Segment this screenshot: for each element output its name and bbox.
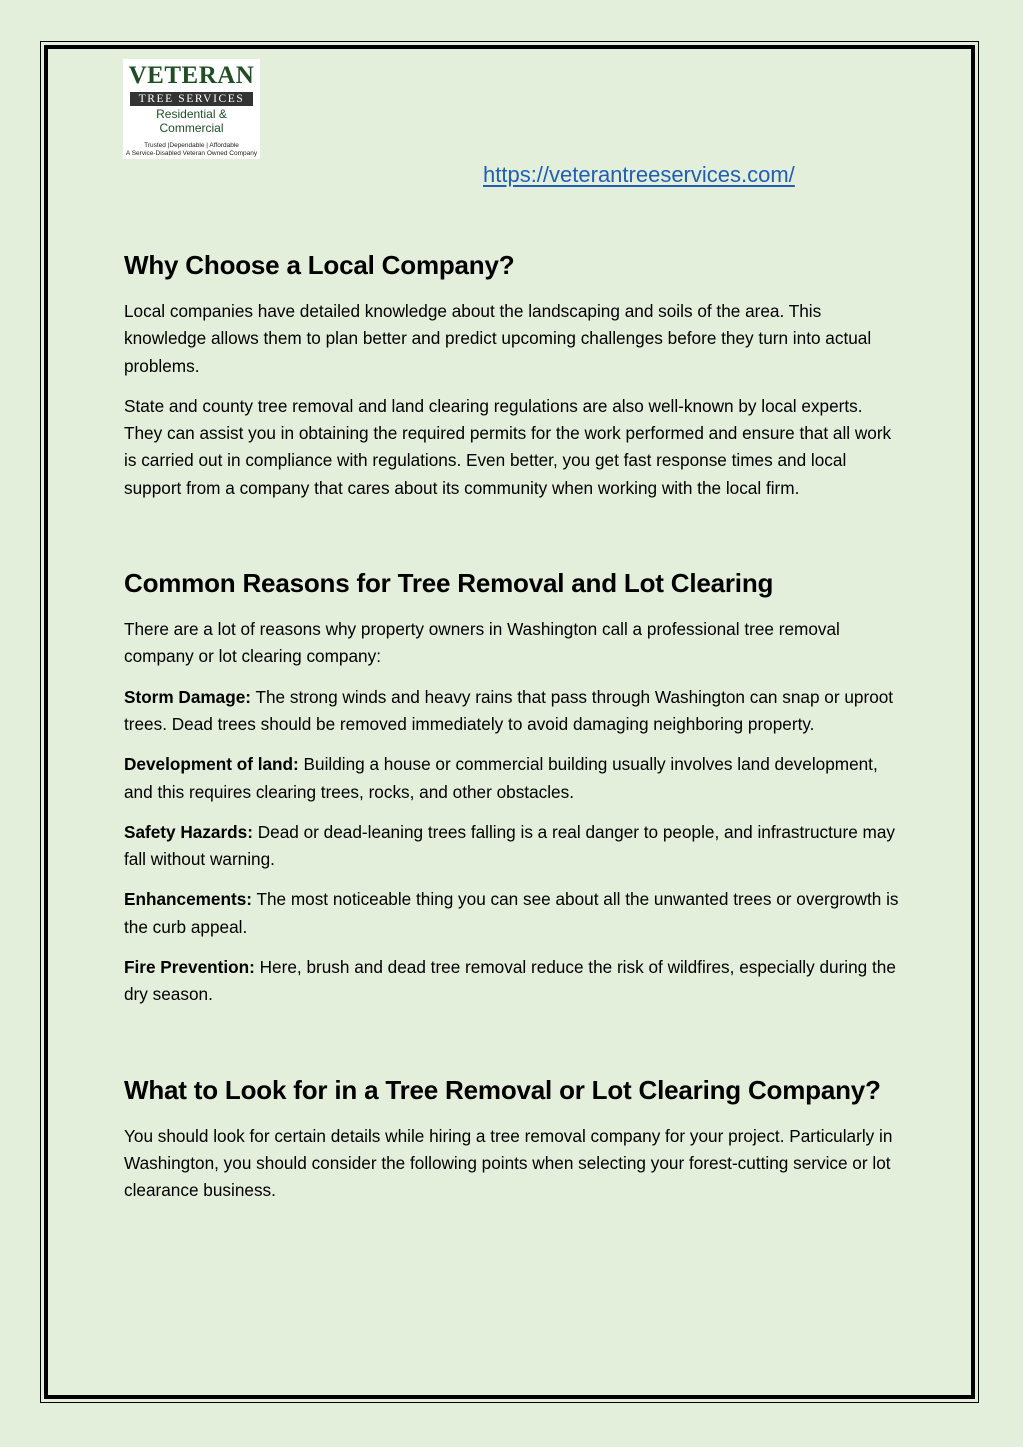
item-text: Dead or dead-leaning trees falling is a real danger to people, and infrastructure may fall without warning. xyxy=(124,821,896,870)
logo-tagline-2: A Service-Disabled Veteran Owned Company xyxy=(125,150,258,157)
section-heading-local-company: Why Choose a Local Company? xyxy=(124,250,515,280)
section-heading-common-reasons: Common Reasons for Tree Removal and Lot Clearing xyxy=(124,568,774,599)
list-item xyxy=(124,684,899,739)
section-heading-what-to-look-for: What to Look for in a Tree Removal or Lot Clearing Company? xyxy=(124,1074,881,1105)
logo-name: VETERAN xyxy=(128,62,255,89)
item-term: Enhancements: xyxy=(124,889,252,910)
paragraph: There are a lot of reasons why property owners in Washington call a professional tree removal company or lot clearing company: xyxy=(124,619,840,667)
item-text: The strong winds and heavy rains that pass through Washington can snap or uproot trees. Dead trees should be removed immediately to avoid damaging neighboring property. xyxy=(124,686,894,734)
item-term: Safety Hazards: xyxy=(124,821,253,842)
list-item xyxy=(124,751,899,806)
paragraph: State and county tree removal and land clearing regulations are also well-known by local experts. They can assist you in obtaining the required permits for the work performed and ensure that all work is carried out in compliance with regulations. Even better, you get fast response times and local support from a company that cares about its community when working with the local firm. xyxy=(124,395,892,498)
item-text: Here, brush and dead tree removal reduce the risk of wildfires, especially during the dry season. xyxy=(124,957,896,1005)
item-text: The most noticeable thing you can see about all the unwanted trees or overgrowth is the curb appeal. xyxy=(124,889,899,937)
logo-subtitle: Residential & Commercial xyxy=(156,107,227,135)
logo-tagline: Trusted |Dependable | Affordable xyxy=(144,142,239,149)
item-term: Development of land: xyxy=(124,754,299,775)
document-body xyxy=(124,245,899,1205)
item-term: Storm Damage: xyxy=(124,686,252,707)
company-logo xyxy=(123,59,260,159)
list-item xyxy=(124,886,899,941)
list-item xyxy=(124,954,899,1009)
item-term: Fire Prevention: xyxy=(124,957,255,978)
website-link[interactable]: https://veterantreeservices.com/ xyxy=(483,162,795,187)
logo-band: TREE SERVICES xyxy=(130,92,253,106)
list-item xyxy=(124,819,899,874)
item-text: Building a house or commercial building usually involves land development, and this requires clearing trees, rocks, and other obstacles. xyxy=(124,754,878,802)
paragraph: Local companies have detailed knowledge about the landscaping and soils of the area. This knowledge allows them to plan better and predict upcoming challenges before they turn into actual problems. xyxy=(124,301,872,376)
paragraph: You should look for certain details while hiring a tree removal company for your project. Particularly in Washington, you should consider the following points when selecting your forest-cutting service or lot clearance business. xyxy=(124,1125,893,1201)
